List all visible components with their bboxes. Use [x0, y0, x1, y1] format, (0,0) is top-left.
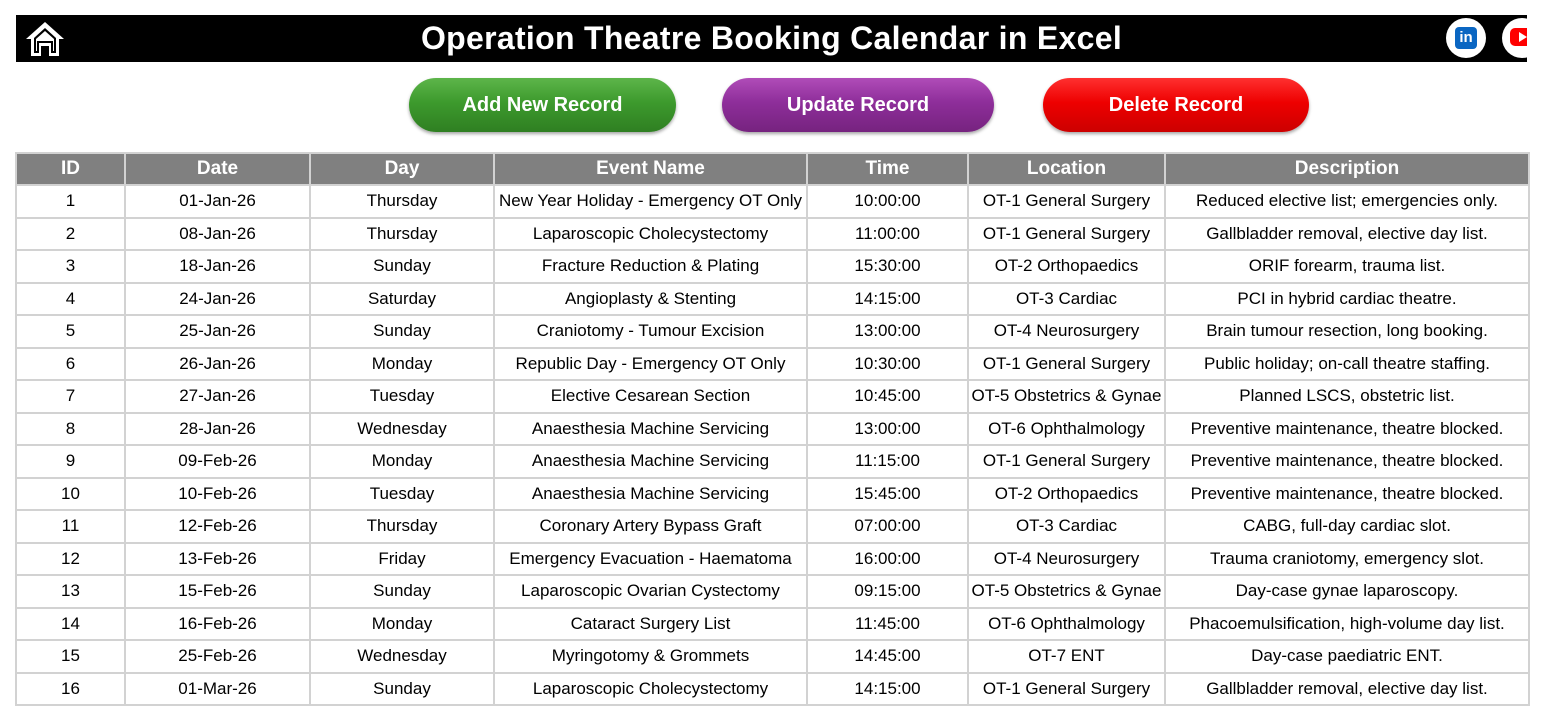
cell-event-name[interactable]: Laparoscopic Cholecystectomy [494, 673, 807, 706]
cell-id[interactable]: 10 [16, 478, 125, 511]
add-new-record-button[interactable]: Add New Record [409, 78, 676, 132]
cell-description[interactable]: Gallbladder removal, elective day list. [1165, 218, 1529, 251]
table-row[interactable] [16, 510, 1529, 543]
cell-location[interactable]: OT-2 Orthopaedics [968, 250, 1165, 283]
cell-event-name[interactable]: Elective Cesarean Section [494, 380, 807, 413]
cell-day[interactable]: Monday [310, 348, 494, 381]
table-body [16, 185, 1529, 705]
cell-time[interactable]: 11:45:00 [807, 608, 968, 641]
cell-description[interactable]: PCI in hybrid cardiac theatre. [1165, 283, 1529, 316]
cell-description[interactable]: Phacoemulsification, high-volume day list. [1165, 608, 1529, 641]
cell-id[interactable]: 4 [16, 283, 125, 316]
cell-time[interactable]: 14:45:00 [807, 640, 968, 673]
cell-event-name[interactable]: Anaesthesia Machine Servicing [494, 413, 807, 446]
table-row[interactable] [16, 543, 1529, 576]
cell-time[interactable]: 09:15:00 [807, 575, 968, 608]
cell-location[interactable]: OT-1 General Surgery [968, 218, 1165, 251]
cell-day[interactable]: Tuesday [310, 478, 494, 511]
cell-date[interactable]: 01-Mar-26 [125, 673, 310, 706]
column-header-event-name[interactable]: Event Name [494, 153, 807, 185]
cell-time[interactable]: 15:30:00 [807, 250, 968, 283]
table-row[interactable] [16, 413, 1529, 446]
cell-event-name[interactable]: Laparoscopic Ovarian Cystectomy [494, 575, 807, 608]
page-title: Operation Theatre Booking Calendar in Excel [420, 20, 1123, 56]
cell-time[interactable]: 14:15:00 [807, 673, 968, 706]
cell-location[interactable]: OT-1 General Surgery [968, 673, 1165, 706]
cell-date[interactable]: 08-Jan-26 [125, 218, 310, 251]
cell-date[interactable]: 25-Jan-26 [125, 315, 310, 348]
cell-id[interactable]: 5 [16, 315, 125, 348]
column-header-id[interactable]: ID [16, 153, 125, 185]
cell-description[interactable]: Brain tumour resection, long booking. [1165, 315, 1529, 348]
cell-location[interactable]: OT-4 Neurosurgery [968, 315, 1165, 348]
cell-location[interactable]: OT-1 General Surgery [968, 445, 1165, 478]
table-row[interactable] [16, 673, 1529, 706]
cell-date[interactable]: 28-Jan-26 [125, 413, 310, 446]
cell-day[interactable]: Thursday [310, 218, 494, 251]
cell-description[interactable]: ORIF forearm, trauma list. [1165, 250, 1529, 283]
cell-description[interactable]: Preventive maintenance, theatre blocked. [1165, 413, 1529, 446]
cell-location[interactable]: OT-3 Cardiac [968, 510, 1165, 543]
cell-location[interactable]: OT-3 Cardiac [968, 283, 1165, 316]
cell-event-name[interactable]: Laparoscopic Cholecystectomy [494, 218, 807, 251]
cell-day[interactable]: Monday [310, 445, 494, 478]
cell-event-name[interactable]: Cataract Surgery List [494, 608, 807, 641]
cell-date[interactable]: 15-Feb-26 [125, 575, 310, 608]
cell-day[interactable]: Saturday [310, 283, 494, 316]
cell-id[interactable]: 15 [16, 640, 125, 673]
cell-id[interactable]: 8 [16, 413, 125, 446]
cell-time[interactable]: 14:15:00 [807, 283, 968, 316]
cell-description[interactable]: Planned LSCS, obstetric list. [1165, 380, 1529, 413]
cell-id[interactable]: 16 [16, 673, 125, 706]
cell-id[interactable]: 1 [16, 185, 125, 218]
cell-day[interactable]: Sunday [310, 315, 494, 348]
cell-date[interactable]: 26-Jan-26 [125, 348, 310, 381]
cell-location[interactable]: OT-1 General Surgery [968, 185, 1165, 218]
cell-location[interactable]: OT-6 Ophthalmology [968, 413, 1165, 446]
cell-time[interactable]: 11:00:00 [807, 218, 968, 251]
cell-description[interactable]: Day-case paediatric ENT. [1165, 640, 1529, 673]
cell-description[interactable]: CABG, full-day cardiac slot. [1165, 510, 1529, 543]
cell-day[interactable]: Sunday [310, 250, 494, 283]
table-row[interactable] [16, 283, 1529, 316]
column-header-date[interactable]: Date [125, 153, 310, 185]
cell-date[interactable]: 12-Feb-26 [125, 510, 310, 543]
column-header-time[interactable]: Time [807, 153, 968, 185]
cell-date[interactable]: 18-Jan-26 [125, 250, 310, 283]
cell-date[interactable]: 01-Jan-26 [125, 185, 310, 218]
update-record-button[interactable]: Update Record [722, 78, 994, 132]
table-row[interactable] [16, 315, 1529, 348]
cell-time[interactable]: 10:00:00 [807, 185, 968, 218]
table-row[interactable] [16, 445, 1529, 478]
cell-id[interactable]: 13 [16, 575, 125, 608]
table-row[interactable] [16, 608, 1529, 641]
cell-time[interactable]: 11:15:00 [807, 445, 968, 478]
cell-day[interactable]: Tuesday [310, 380, 494, 413]
cell-location[interactable]: OT-6 Ophthalmology [968, 608, 1165, 641]
cell-description[interactable]: Day-case gynae laparoscopy. [1165, 575, 1529, 608]
cell-location[interactable]: OT-5 Obstetrics & Gynae [968, 380, 1165, 413]
cell-location[interactable]: OT-7 ENT [968, 640, 1165, 673]
title-bar [16, 15, 1527, 62]
cell-day[interactable]: Sunday [310, 673, 494, 706]
cell-event-name[interactable]: Angioplasty & Stenting [494, 283, 807, 316]
cell-day[interactable]: Thursday [310, 510, 494, 543]
cell-time[interactable]: 15:45:00 [807, 478, 968, 511]
youtube-play-icon [1510, 28, 1527, 46]
cell-time[interactable]: 10:30:00 [807, 348, 968, 381]
cell-event-name[interactable]: Anaesthesia Machine Servicing [494, 478, 807, 511]
table-header-row [16, 153, 1529, 185]
table-row[interactable] [16, 575, 1529, 608]
cell-id[interactable]: 11 [16, 510, 125, 543]
cell-event-name[interactable]: New Year Holiday - Emergency OT Only [494, 185, 807, 218]
table-row[interactable] [16, 348, 1529, 381]
cell-event-name[interactable]: Craniotomy - Tumour Excision [494, 315, 807, 348]
cell-date[interactable]: 10-Feb-26 [125, 478, 310, 511]
cell-event-name[interactable]: Republic Day - Emergency OT Only [494, 348, 807, 381]
cell-id[interactable]: 9 [16, 445, 125, 478]
delete-record-button[interactable]: Delete Record [1043, 78, 1309, 132]
cell-date[interactable]: 16-Feb-26 [125, 608, 310, 641]
cell-day[interactable]: Sunday [310, 575, 494, 608]
cell-event-name[interactable]: Coronary Artery Bypass Graft [494, 510, 807, 543]
table-row[interactable] [16, 185, 1529, 218]
cell-day[interactable]: Monday [310, 608, 494, 641]
table-row[interactable] [16, 478, 1529, 511]
cell-event-name[interactable]: Anaesthesia Machine Servicing [494, 445, 807, 478]
cell-id[interactable]: 14 [16, 608, 125, 641]
cell-day[interactable]: Thursday [310, 185, 494, 218]
cell-day[interactable]: Friday [310, 543, 494, 576]
cell-description[interactable]: Gallbladder removal, elective day list. [1165, 673, 1529, 706]
cell-id[interactable]: 6 [16, 348, 125, 381]
cell-location[interactable]: OT-1 General Surgery [968, 348, 1165, 381]
cell-time[interactable]: 13:00:00 [807, 315, 968, 348]
cell-description[interactable]: Preventive maintenance, theatre blocked. [1165, 478, 1529, 511]
cell-time[interactable]: 16:00:00 [807, 543, 968, 576]
column-header-description[interactable]: Description [1165, 153, 1529, 185]
cell-id[interactable]: 12 [16, 543, 125, 576]
cell-day[interactable]: Wednesday [310, 640, 494, 673]
cell-date[interactable]: 27-Jan-26 [125, 380, 310, 413]
cell-id[interactable]: 2 [16, 218, 125, 251]
cell-time[interactable]: 07:00:00 [807, 510, 968, 543]
table-row[interactable] [16, 218, 1529, 251]
linkedin-glyph: in [1455, 27, 1477, 49]
cell-location[interactable]: OT-2 Orthopaedics [968, 478, 1165, 511]
table-row[interactable] [16, 250, 1529, 283]
cell-description[interactable]: Public holiday; on-call theatre staffing. [1165, 348, 1529, 381]
cell-day[interactable]: Wednesday [310, 413, 494, 446]
column-header-location[interactable]: Location [968, 153, 1165, 185]
cell-date[interactable]: 09-Feb-26 [125, 445, 310, 478]
cell-time[interactable]: 10:45:00 [807, 380, 968, 413]
cell-date[interactable]: 13-Feb-26 [125, 543, 310, 576]
cell-event-name[interactable]: Fracture Reduction & Plating [494, 250, 807, 283]
linkedin-icon[interactable] [1446, 18, 1486, 58]
cell-id[interactable]: 7 [16, 380, 125, 413]
table-row[interactable] [16, 380, 1529, 413]
booking-table [15, 152, 1530, 706]
cell-location[interactable]: OT-5 Obstetrics & Gynae [968, 575, 1165, 608]
cell-event-name[interactable]: Emergency Evacuation - Haematoma [494, 543, 807, 576]
cell-date[interactable]: 24-Jan-26 [125, 283, 310, 316]
column-header-day[interactable]: Day [310, 153, 494, 185]
cell-description[interactable]: Reduced elective list; emergencies only. [1165, 185, 1529, 218]
cell-time[interactable]: 13:00:00 [807, 413, 968, 446]
cell-description[interactable]: Preventive maintenance, theatre blocked. [1165, 445, 1529, 478]
table-row[interactable] [16, 640, 1529, 673]
cell-id[interactable]: 3 [16, 250, 125, 283]
cell-date[interactable]: 25-Feb-26 [125, 640, 310, 673]
cell-description[interactable]: Trauma craniotomy, emergency slot. [1165, 543, 1529, 576]
cell-event-name[interactable]: Myringotomy & Grommets [494, 640, 807, 673]
cell-location[interactable]: OT-4 Neurosurgery [968, 543, 1165, 576]
